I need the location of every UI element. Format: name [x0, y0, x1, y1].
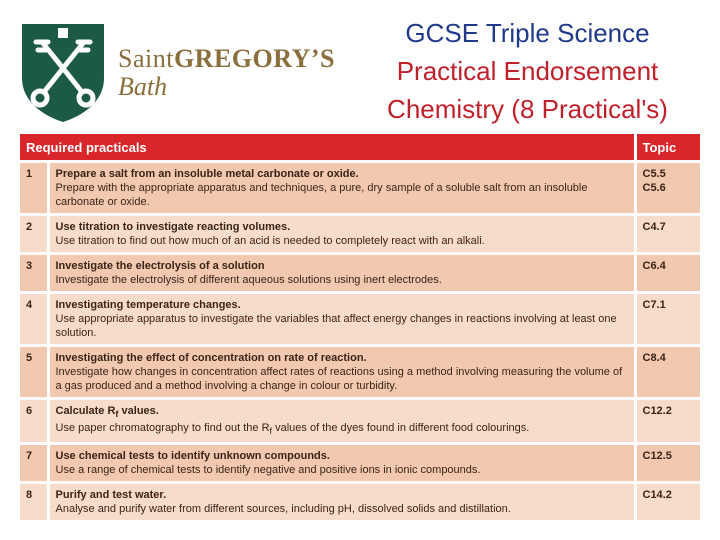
- topic-cell: [635, 254, 700, 293]
- practical-description: Use a range of chemical tests to identify negative and positive ions in ionic compounds.: [55, 464, 481, 477]
- practical-number: 8: [20, 483, 48, 521]
- practical-cell: [48, 162, 635, 215]
- practical-description: Use titration to find out how much of an acid is needed to completely react with an alkali.: [55, 235, 485, 247]
- practical-title: Investigating temperature changes.: [55, 299, 241, 311]
- practical-title: [56, 404, 628, 421]
- title-text-end: values.: [118, 405, 159, 417]
- practical-cell: [48, 483, 635, 521]
- desc-text-end: values of the dyes found in different food colourings.: [272, 422, 530, 435]
- topic-code: C8.4: [642, 352, 666, 364]
- practical-description: Investigate the electrolysis of different aqueous solutions using inert electrodes.: [55, 274, 442, 286]
- column-header-topic: Topic: [635, 134, 700, 162]
- topic-code: C12.5: [642, 450, 672, 463]
- topic-code: C6.4: [642, 260, 666, 272]
- table-row: [20, 162, 700, 215]
- school-name: [118, 44, 335, 102]
- title-line-1: GCSE Triple Science: [405, 18, 650, 48]
- brand-place: Bath: [118, 72, 168, 101]
- practical-description: Analyse and purify water from different sources, including pH, dissolved solids and distillation.: [55, 503, 511, 516]
- practical-number: 7: [20, 444, 48, 483]
- table-row: [20, 444, 700, 483]
- page-title: [360, 14, 695, 128]
- table-row: [20, 293, 700, 346]
- practical-title: Purify and test water.: [55, 489, 167, 502]
- practical-description: [56, 421, 628, 438]
- practical-description: Use appropriate apparatus to investigate the variables that affect energy changes in reactions involving at least one solution.: [55, 313, 617, 339]
- topic-cell: [635, 483, 700, 521]
- title-text: Calculate R: [55, 405, 116, 417]
- practical-title: Use chemical tests to identify unknown compounds.: [55, 450, 330, 463]
- practical-description: Prepare with the appropriate apparatus and techniques, a pure, dry sample of a soluble salt from an insoluble carbonate or oxide.: [55, 182, 588, 208]
- practical-title: Use titration to investigate reacting volumes.: [55, 221, 291, 233]
- title-subscript: f: [115, 409, 119, 420]
- table-row: [20, 399, 700, 444]
- table-row: [20, 254, 700, 293]
- practical-cell: [48, 215, 635, 254]
- practical-cell: [48, 399, 635, 444]
- column-header-practicals: Required practicals: [20, 134, 635, 162]
- practicals-table: [20, 134, 700, 520]
- desc-text: Use paper chromatography to find out the R: [55, 422, 270, 435]
- table-row: [20, 346, 700, 399]
- practical-number: 3: [20, 254, 48, 293]
- topic-cell: [635, 162, 700, 215]
- practical-number: 1: [20, 162, 48, 215]
- practical-title: Prepare a salt from an insoluble metal carbonate or oxide.: [55, 168, 359, 180]
- topic-code: C14.2: [642, 489, 672, 502]
- practical-number: 2: [20, 215, 48, 254]
- practical-description: Investigate how changes in concentration affect rates of reactions using a method involving measuring the volume of a gas produced and a method involving a change in colour or turbidity.: [55, 366, 623, 392]
- table-row: [20, 215, 700, 254]
- title-line-3: Chemistry (8 Practical's): [387, 94, 668, 124]
- topic-code: C7.1: [642, 299, 666, 311]
- table-row: [20, 483, 700, 521]
- table-header-row: [20, 134, 700, 162]
- topic-cell: [635, 346, 700, 399]
- title-line-2: Practical Endorsement: [396, 56, 659, 86]
- topic-cell: [635, 293, 700, 346]
- brand-saint: Saint: [118, 44, 174, 73]
- desc-subscript: f: [269, 426, 273, 437]
- topic-cell: [635, 215, 700, 254]
- topic-code: C5.6: [642, 182, 666, 194]
- practical-title: Investigate the electrolysis of a solution: [55, 260, 265, 272]
- practical-number: 6: [20, 399, 48, 444]
- school-logo: [18, 20, 335, 126]
- header: [0, 0, 720, 130]
- practical-number: 5: [20, 346, 48, 399]
- practical-cell: [48, 254, 635, 293]
- topic-code: C4.7: [642, 221, 666, 233]
- topic-code: C5.5: [642, 168, 666, 180]
- practical-cell: [48, 293, 635, 346]
- practical-cell: [48, 346, 635, 399]
- brand-name: GREGORY’S: [173, 44, 335, 73]
- crossed-keys-shield-icon: [18, 20, 108, 124]
- practical-cell: [48, 444, 635, 483]
- practical-number: 4: [20, 293, 48, 346]
- topic-code: C12.2: [642, 405, 672, 417]
- topic-cell: [635, 444, 700, 483]
- practical-title: Investigating the effect of concentration on rate of reaction.: [55, 352, 367, 364]
- topic-cell: [635, 399, 700, 444]
